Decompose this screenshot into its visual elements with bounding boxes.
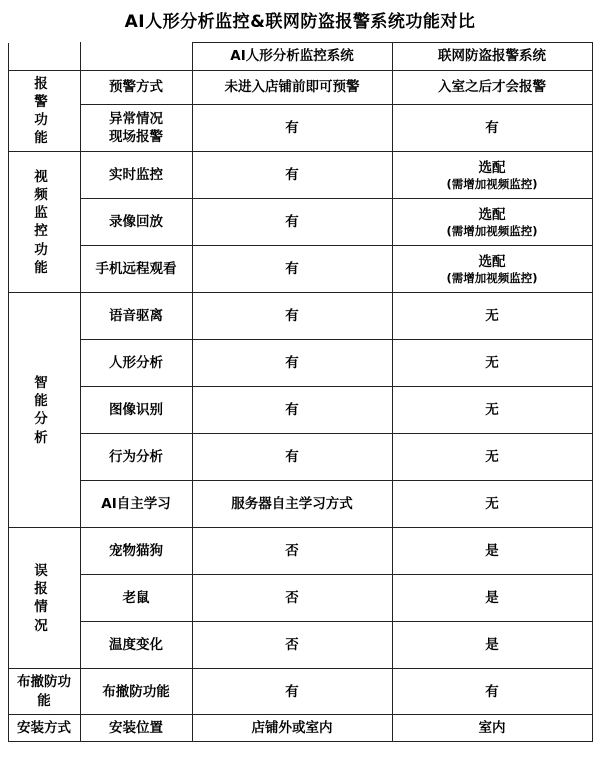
group-label-false-alarm (8, 528, 80, 669)
group-label-text: 报 警 功 能 (34, 75, 54, 147)
value-col-a: 服务器自主学习方式 (192, 481, 392, 528)
value-col-b: 无 (392, 434, 592, 481)
value-col-b: 无 (392, 340, 592, 387)
group-label-text: 视 频 监 控 功 能 (34, 168, 54, 276)
value-col-b: 入室之后才会报警 (392, 70, 592, 105)
value-col-b: 有 (392, 669, 592, 714)
header-blank-cell-2 (80, 43, 192, 70)
value-col-a: 店铺外或室内 (192, 714, 392, 741)
value-col-b-main: 选配 (478, 159, 506, 176)
value-col-a: 否 (192, 575, 392, 622)
feature-label: 实时监控 (80, 152, 192, 199)
feature-label: 温度变化 (80, 622, 192, 669)
table-header-row (8, 43, 592, 70)
header-col-a: AI人形分析监控系统 (192, 43, 392, 70)
feature-label: 录像回放 (80, 199, 192, 246)
table-row (8, 340, 592, 387)
value-col-a: 有 (192, 152, 392, 199)
value-col-b-note: (需增加视频监控) (446, 177, 538, 192)
value-col-a: 否 (192, 622, 392, 669)
feature-label: 行为分析 (80, 434, 192, 481)
table-row (8, 293, 592, 340)
value-col-a: 有 (192, 387, 392, 434)
feature-label: 安装位置 (80, 714, 192, 741)
value-col-a: 有 (192, 199, 392, 246)
feature-label (80, 105, 192, 152)
value-col-a: 否 (192, 528, 392, 575)
table-row (8, 481, 592, 528)
group-label-text: 智 能 分 析 (34, 375, 54, 446)
value-col-a: 有 (192, 105, 392, 152)
value-col-b-main: 选配 (478, 253, 506, 270)
table-row (8, 387, 592, 434)
header-col-b: 联网防盗报警系统 (392, 43, 592, 70)
table-row (8, 669, 592, 714)
header-blank-cell-1 (8, 43, 80, 70)
value-col-a: 未进入店铺前即可预警 (192, 70, 392, 105)
group-label-intelligent-analysis (8, 293, 80, 528)
value-col-a: 有 (192, 669, 392, 714)
table-row (8, 105, 592, 152)
table-row (8, 714, 592, 741)
value-col-b: 是 (392, 575, 592, 622)
page-title: AI人形分析监控&联网防盗报警系统功能对比 (124, 12, 476, 32)
value-col-b: 无 (392, 481, 592, 528)
feature-label: AI自主学习 (80, 481, 192, 528)
value-col-b: 是 (392, 622, 592, 669)
value-col-a: 有 (192, 293, 392, 340)
value-col-a: 有 (192, 246, 392, 293)
value-col-a: 有 (192, 434, 392, 481)
comparison-table (8, 42, 593, 742)
value-col-b-note: (需增加视频监控) (446, 271, 538, 286)
group-label-video (8, 152, 80, 293)
table-row (8, 528, 592, 575)
feature-label-line1: 异常情况 (109, 111, 163, 128)
table-row (8, 70, 592, 105)
group-label-arm-disarm: 布撤防功能 (8, 669, 80, 714)
feature-label-line2: 现场报警 (109, 129, 163, 146)
feature-label: 老鼠 (80, 575, 192, 622)
table-row (8, 434, 592, 481)
table-row (8, 622, 592, 669)
feature-label: 预警方式 (80, 70, 192, 105)
value-col-b: 有 (392, 105, 592, 152)
value-col-b (392, 152, 592, 199)
value-col-b: 无 (392, 293, 592, 340)
feature-label: 手机远程观看 (80, 246, 192, 293)
value-col-b: 是 (392, 528, 592, 575)
group-label-text: 误 报 情 况 (34, 563, 54, 634)
group-label-alarm (8, 70, 80, 152)
value-col-b-main: 选配 (478, 206, 506, 223)
value-col-b: 室内 (392, 714, 592, 741)
value-col-b-note: (需增加视频监控) (446, 224, 538, 239)
feature-label: 语音驱离 (80, 293, 192, 340)
group-label-installation: 安装方式 (8, 714, 80, 741)
table-row (8, 575, 592, 622)
feature-label: 宠物猫狗 (80, 528, 192, 575)
value-col-b: 无 (392, 387, 592, 434)
feature-label: 图像识别 (80, 387, 192, 434)
value-col-b (392, 246, 592, 293)
value-col-a: 有 (192, 340, 392, 387)
table-row (8, 246, 592, 293)
feature-label: 人形分析 (80, 340, 192, 387)
table-row (8, 199, 592, 246)
feature-label: 布撤防功能 (80, 669, 192, 714)
value-col-b (392, 199, 592, 246)
table-row (8, 152, 592, 199)
